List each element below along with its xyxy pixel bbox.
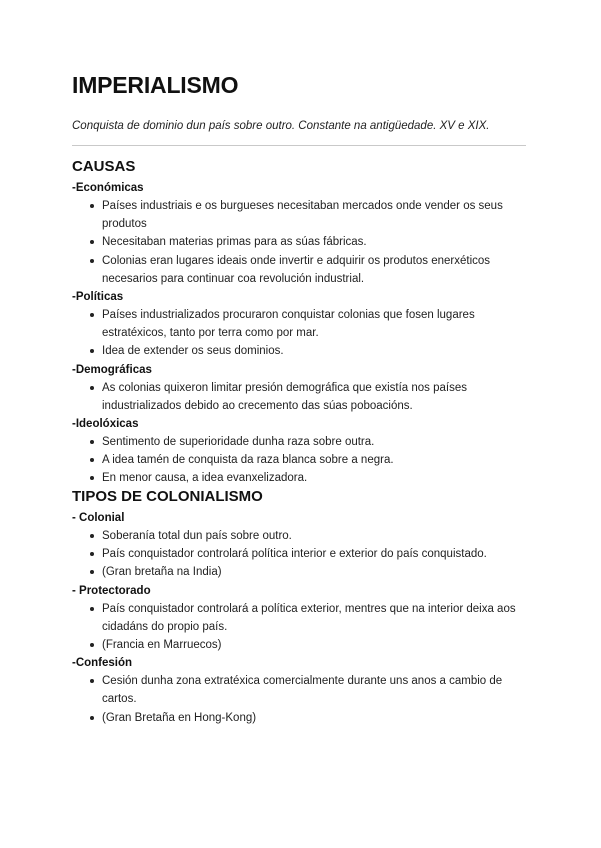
bullet-list [72,306,532,361]
page-subtitle: Conquista de dominio dun país sobre outro. Constante na antigüedade. XV e XIX. [72,120,490,132]
list-item: (Gran bretaña na India) [102,563,532,581]
list-item: País conquistador controlará política interior e exterior do país conquistado. [102,545,532,563]
section-causas [72,157,532,488]
subheading-colonial: - Colonial [72,512,125,524]
page-title: IMPERIALISMO [72,72,239,98]
list-item: Cesión dunha zona extratéxica comercialmente durante uns anos a cambio de cartos. [102,672,532,708]
subheading-politicas: -Políticas [72,291,124,304]
list-item: Países industrializados procuraron conquistar colonias que fosen lugares estratéxicos, tanto por terra como por mar. [102,306,532,342]
bullet-list [72,672,532,727]
section-heading-causas: CAUSAS [72,158,136,175]
subheading-protectorado: - Protectorado [72,584,151,597]
list-item: Países industriais e os burgueses necesitaban mercados onde vender os seus produtos [102,197,532,233]
list-item: País conquistador controlará a política exterior, mentres que na interior deixa aos cidadáns do propio país. [102,600,532,636]
bullet-list [72,600,532,655]
list-item: (Francia en Marruecos) [102,636,532,654]
list-item: Idea de extender os seus dominios. [102,342,532,360]
list-item: Necesitaban materias primas para as súas fábricas. [102,233,532,251]
bullet-list [72,527,532,582]
divider [72,145,526,146]
subheading-economicas: -Económicas [72,182,144,194]
list-item: Colonias eran lugares ideais onde invertir e adquirir os produtos enerxéticos necesarios para continuar coa revolución industrial. [102,252,532,288]
section-heading-tipos: TIPOS DE COLONIALISMO [72,488,263,505]
list-item: (Gran Bretaña en Hong-Kong) [102,709,532,727]
bullet-list [72,379,532,415]
subheading-ideoloxicas: -Ideolóxicas [72,418,139,431]
list-item: Sentimento de superioridade dunha raza sobre outra. [102,433,532,451]
bullet-list [72,197,532,288]
list-item: Soberanía total dun país sobre outro. [102,527,532,545]
bullet-list [72,433,532,488]
section-tipos [72,487,532,727]
list-item: As colonias quixeron limitar presión demográfica que existía nos países industrializados debido ao crecemento das súas poboacións. [102,379,532,415]
subheading-demograficas: -Demográficas [72,363,152,376]
list-item: En menor causa, a idea evanxelizadora. [102,469,532,487]
subheading-confesion: -Confesión [72,657,133,670]
list-item: A idea tamén de conquista da raza blanca sobre a negra. [102,451,532,469]
